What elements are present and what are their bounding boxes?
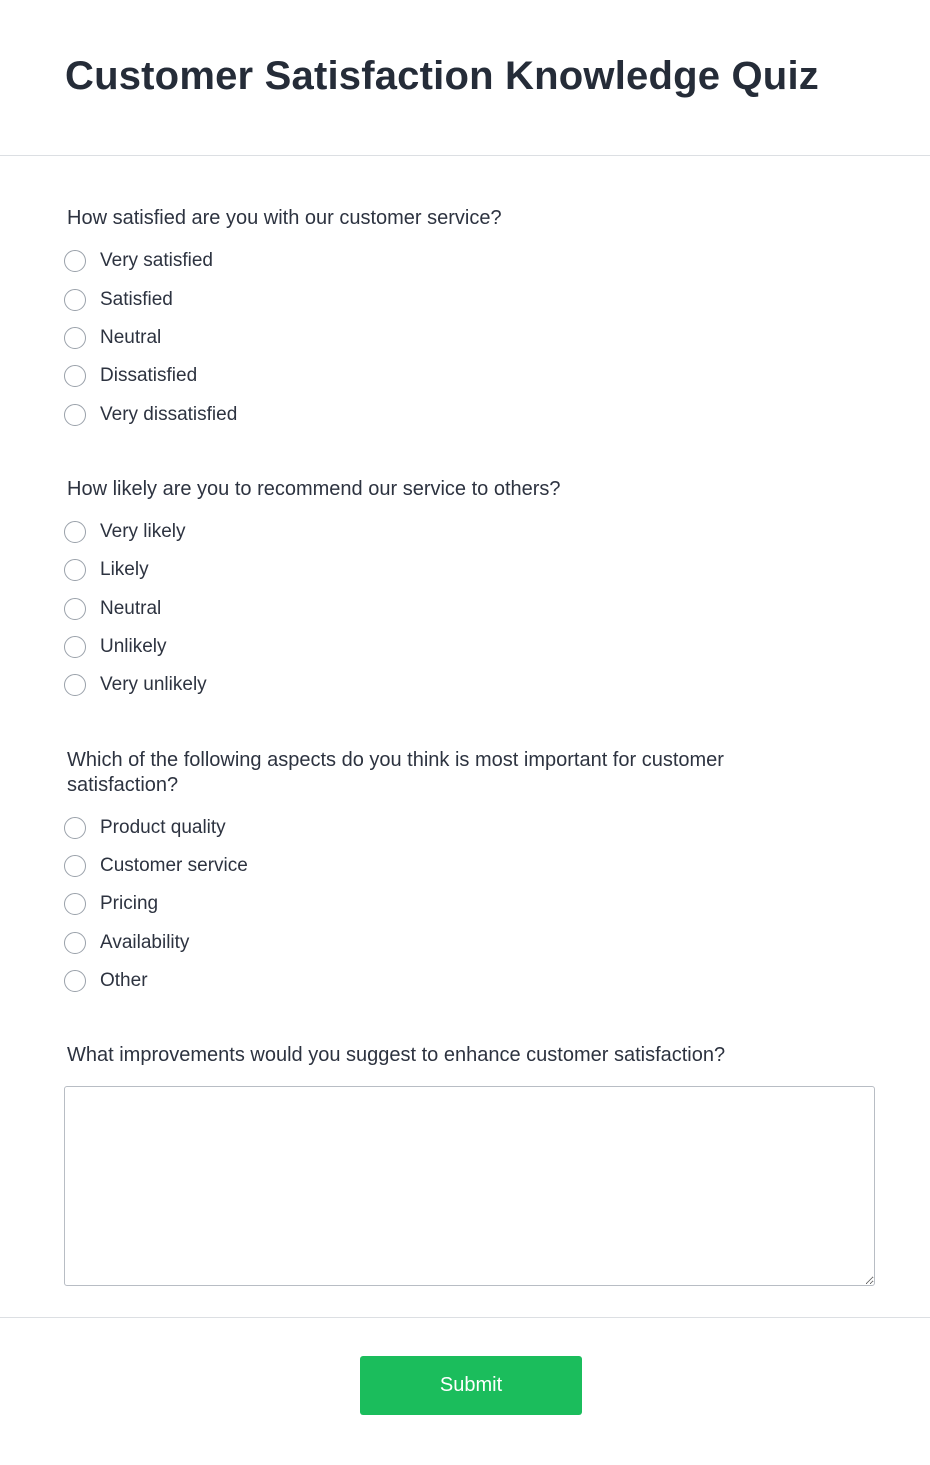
question-2 [67, 477, 867, 695]
q1-option-very-satisfied[interactable] [64, 248, 213, 274]
radio-button[interactable] [64, 893, 86, 915]
radio-button[interactable] [64, 636, 86, 658]
q1-option-satisfied[interactable] [64, 287, 173, 313]
option-label: Unlikely [100, 636, 167, 657]
option-label: Very dissatisfied [100, 404, 238, 425]
q3-option-availability[interactable] [64, 930, 189, 956]
q2-option-very-likely[interactable] [64, 519, 186, 545]
form-footer [0, 1317, 930, 1465]
radio-button[interactable] [64, 817, 86, 839]
page-title: Customer Satisfaction Knowledge Quiz [65, 54, 819, 98]
radio-button[interactable] [64, 970, 86, 992]
q1-option-neutral[interactable] [64, 325, 161, 351]
q3-option-pricing[interactable] [64, 891, 158, 917]
q3-option-product-quality[interactable] [64, 815, 226, 841]
radio-button[interactable] [64, 855, 86, 877]
suggestions-field-wrapper [64, 1086, 875, 1286]
option-label: Customer service [100, 855, 248, 876]
q2-option-likely[interactable] [64, 557, 149, 583]
option-label: Very unlikely [100, 674, 207, 695]
option-label: Dissatisfied [100, 365, 198, 386]
radio-button[interactable] [64, 598, 86, 620]
option-label: Very satisfied [100, 250, 213, 271]
option-label: Pricing [100, 893, 159, 914]
question-2-text: How likely are you to recommend our service to others? [67, 478, 561, 500]
question-3-text: Which of the following aspects do you think is most important for customer satisfaction? [67, 749, 724, 796]
q3-option-customer-service[interactable] [64, 853, 248, 879]
option-label: Neutral [100, 598, 162, 619]
radio-button[interactable] [64, 327, 86, 349]
q1-option-dissatisfied[interactable] [64, 363, 197, 389]
radio-button[interactable] [64, 404, 86, 426]
radio-button[interactable] [64, 674, 86, 696]
radio-button[interactable] [64, 289, 86, 311]
radio-button[interactable] [64, 932, 86, 954]
option-label: Other [100, 970, 148, 991]
q2-option-very-unlikely[interactable] [64, 672, 207, 698]
radio-button[interactable] [64, 521, 86, 543]
q2-option-neutral[interactable] [64, 596, 161, 622]
suggestions-textarea[interactable] [64, 1086, 875, 1286]
question-1-text: How satisfied are you with our customer service? [67, 207, 502, 229]
radio-button[interactable] [64, 559, 86, 581]
q1-option-very-dissatisfied[interactable] [64, 402, 237, 428]
option-label: Neutral [100, 327, 162, 348]
option-label: Satisfied [100, 289, 173, 310]
question-3 [67, 748, 867, 991]
option-label: Availability [100, 932, 190, 953]
question-1 [67, 206, 867, 425]
option-label: Product quality [100, 817, 226, 838]
q3-option-other[interactable] [64, 968, 148, 994]
submit-button[interactable]: Submit [360, 1356, 582, 1415]
page-header [0, 0, 930, 156]
option-label: Likely [100, 559, 149, 580]
q2-option-unlikely[interactable] [64, 634, 167, 660]
radio-button[interactable] [64, 365, 86, 387]
question-4 [67, 1043, 867, 1068]
radio-button[interactable] [64, 250, 86, 272]
option-label: Very likely [100, 521, 186, 542]
question-4-text: What improvements would you suggest to enhance customer satisfaction? [67, 1044, 726, 1066]
